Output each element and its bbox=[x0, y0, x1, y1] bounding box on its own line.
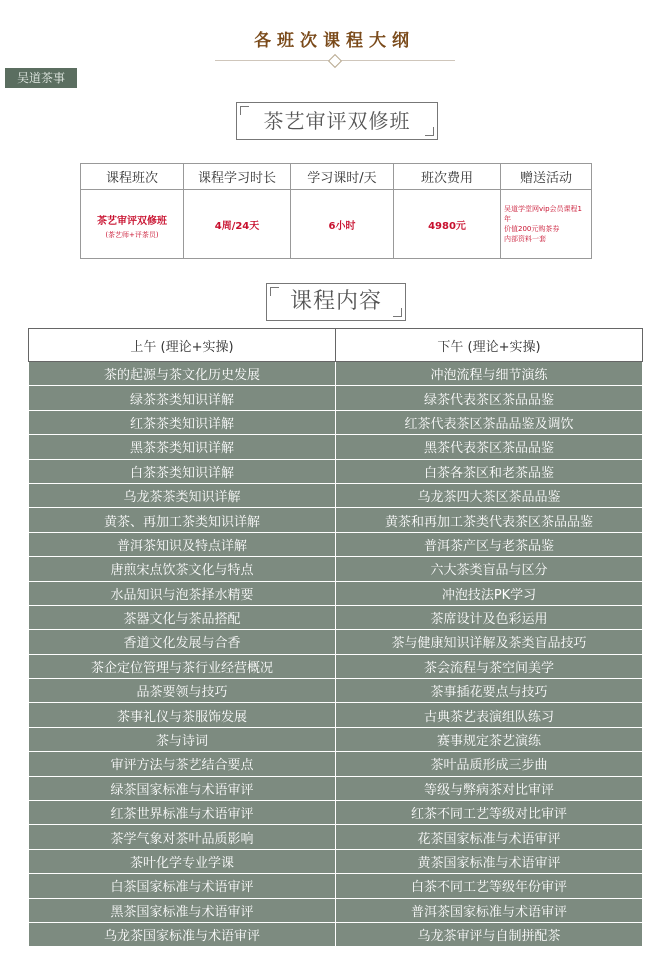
page-title: 各班次课程大纲 bbox=[254, 31, 415, 51]
morning-topic: 白茶国家标准与术语审评 bbox=[29, 874, 336, 898]
afternoon-topic: 白茶不同工艺等级年份审评 bbox=[336, 874, 643, 898]
section-title-course: 课程内容 bbox=[266, 283, 406, 321]
afternoon-topic: 茶叶品质形成三步曲 bbox=[336, 752, 643, 776]
class-name: 茶艺审评双修班 bbox=[97, 215, 167, 227]
header-morning: 上午 (理论+实操) bbox=[29, 329, 336, 362]
afternoon-topic: 黄茶国家标准与术语审评 bbox=[336, 849, 643, 873]
course-row bbox=[29, 630, 643, 654]
course-table bbox=[28, 328, 643, 947]
course-table-body bbox=[29, 362, 643, 947]
morning-topic: 绿茶国家标准与术语审评 bbox=[29, 776, 336, 800]
course-row bbox=[29, 922, 643, 946]
morning-topic: 红茶世界标准与术语审评 bbox=[29, 801, 336, 825]
course-row bbox=[29, 557, 643, 581]
class-table-header-row bbox=[81, 164, 592, 190]
afternoon-topic: 古典茶艺表演组队练习 bbox=[336, 703, 643, 727]
morning-topic: 茶事礼仪与茶服饰发展 bbox=[29, 703, 336, 727]
header-hours: 学习课时/天 bbox=[291, 164, 394, 190]
afternoon-topic: 红茶不同工艺等级对比审评 bbox=[336, 801, 643, 825]
class-sub: (茶艺师+评茶员) bbox=[105, 230, 159, 239]
header-duration: 课程学习时长 bbox=[184, 164, 291, 190]
course-row bbox=[29, 874, 643, 898]
morning-topic: 乌龙茶茶类知识详解 bbox=[29, 483, 336, 507]
class-name-cell bbox=[81, 190, 184, 259]
course-row bbox=[29, 849, 643, 873]
afternoon-topic: 冲泡流程与细节演练 bbox=[336, 362, 643, 386]
afternoon-topic: 茶事插花要点与技巧 bbox=[336, 679, 643, 703]
morning-topic: 茶叶化学专业学课 bbox=[29, 849, 336, 873]
section-title-class: 茶艺审评双修班 bbox=[236, 102, 438, 140]
morning-topic: 黑茶国家标准与术语审评 bbox=[29, 898, 336, 922]
course-row bbox=[29, 898, 643, 922]
afternoon-topic: 冲泡技法PK学习 bbox=[336, 581, 643, 605]
morning-topic: 唐煎宋点饮茶文化与特点 bbox=[29, 557, 336, 581]
morning-topic: 茶器文化与茶品搭配 bbox=[29, 605, 336, 629]
morning-topic: 白茶茶类知识详解 bbox=[29, 459, 336, 483]
course-row bbox=[29, 483, 643, 507]
gift-cell bbox=[501, 190, 592, 259]
afternoon-topic: 茶与健康知识详解及茶类盲品技巧 bbox=[336, 630, 643, 654]
morning-topic: 水品知识与泡茶择水精要 bbox=[29, 581, 336, 605]
header-gift: 赠送活动 bbox=[501, 164, 592, 190]
morning-topic: 茶学气象对茶叶品质影响 bbox=[29, 825, 336, 849]
course-row bbox=[29, 410, 643, 434]
course-row bbox=[29, 605, 643, 629]
afternoon-topic: 乌龙茶四大茶区茶品品鉴 bbox=[336, 483, 643, 507]
morning-topic: 乌龙茶国家标准与术语审评 bbox=[29, 922, 336, 946]
header-class-name: 课程班次 bbox=[81, 164, 184, 190]
afternoon-topic: 等级与弊病茶对比审评 bbox=[336, 776, 643, 800]
afternoon-topic: 黄茶和再加工茶类代表茶区茶品品鉴 bbox=[336, 508, 643, 532]
course-row bbox=[29, 752, 643, 776]
course-row bbox=[29, 532, 643, 556]
class-table-row bbox=[81, 190, 592, 259]
afternoon-topic: 六大茶类盲品与区分 bbox=[336, 557, 643, 581]
afternoon-topic: 白茶各茶区和老茶品鉴 bbox=[336, 459, 643, 483]
morning-topic: 品茶要领与技巧 bbox=[29, 679, 336, 703]
class-table bbox=[80, 163, 592, 259]
hours-cell: 6小时 bbox=[291, 190, 394, 259]
morning-topic: 绿茶茶类知识详解 bbox=[29, 386, 336, 410]
course-row bbox=[29, 508, 643, 532]
afternoon-topic: 红茶代表茶区茶品品鉴及调饮 bbox=[336, 410, 643, 434]
course-row bbox=[29, 727, 643, 751]
course-row bbox=[29, 362, 643, 386]
afternoon-topic: 绿茶代表茶区茶品品鉴 bbox=[336, 386, 643, 410]
morning-topic: 茶与诗词 bbox=[29, 727, 336, 751]
morning-topic: 茶的起源与茶文化历史发展 bbox=[29, 362, 336, 386]
morning-topic: 审评方法与茶艺结合要点 bbox=[29, 752, 336, 776]
duration-cell: 4周/24天 bbox=[184, 190, 291, 259]
course-row bbox=[29, 679, 643, 703]
morning-topic: 黑茶茶类知识详解 bbox=[29, 435, 336, 459]
afternoon-topic: 普洱茶产区与老茶品鉴 bbox=[336, 532, 643, 556]
morning-topic: 黄茶、再加工茶类知识详解 bbox=[29, 508, 336, 532]
gift-line: 吴道学堂网vip会员课程1年 bbox=[504, 205, 582, 223]
afternoon-topic: 花茶国家标准与术语审评 bbox=[336, 825, 643, 849]
header-fee: 班次费用 bbox=[394, 164, 501, 190]
course-row bbox=[29, 654, 643, 678]
afternoon-topic: 茶会流程与茶空间美学 bbox=[336, 654, 643, 678]
divider-ornament bbox=[328, 54, 342, 68]
morning-topic: 普洱茶知识及特点详解 bbox=[29, 532, 336, 556]
gift-line: 内部资料一套 bbox=[504, 235, 546, 243]
afternoon-topic: 赛事规定茶艺演练 bbox=[336, 727, 643, 751]
gift-line: 价值200元购茶券 bbox=[504, 225, 560, 233]
afternoon-topic: 乌龙茶审评与自制拼配茶 bbox=[336, 922, 643, 946]
morning-topic: 红茶茶类知识详解 bbox=[29, 410, 336, 434]
course-row bbox=[29, 459, 643, 483]
course-row bbox=[29, 825, 643, 849]
course-row bbox=[29, 703, 643, 727]
afternoon-topic: 普洱茶国家标准与术语审评 bbox=[336, 898, 643, 922]
morning-topic: 香道文化发展与合香 bbox=[29, 630, 336, 654]
course-row bbox=[29, 386, 643, 410]
course-row bbox=[29, 801, 643, 825]
afternoon-topic: 黑茶代表茶区茶品品鉴 bbox=[336, 435, 643, 459]
course-row bbox=[29, 581, 643, 605]
afternoon-topic: 茶席设计及色彩运用 bbox=[336, 605, 643, 629]
morning-topic: 茶企定位管理与茶行业经营概况 bbox=[29, 654, 336, 678]
course-row bbox=[29, 776, 643, 800]
course-row bbox=[29, 435, 643, 459]
fee-cell: 4980元 bbox=[394, 190, 501, 259]
course-table-header-row bbox=[29, 329, 643, 362]
brand-logo: 吴道茶事 bbox=[5, 68, 77, 88]
header-afternoon: 下午 (理论+实操) bbox=[336, 329, 643, 362]
